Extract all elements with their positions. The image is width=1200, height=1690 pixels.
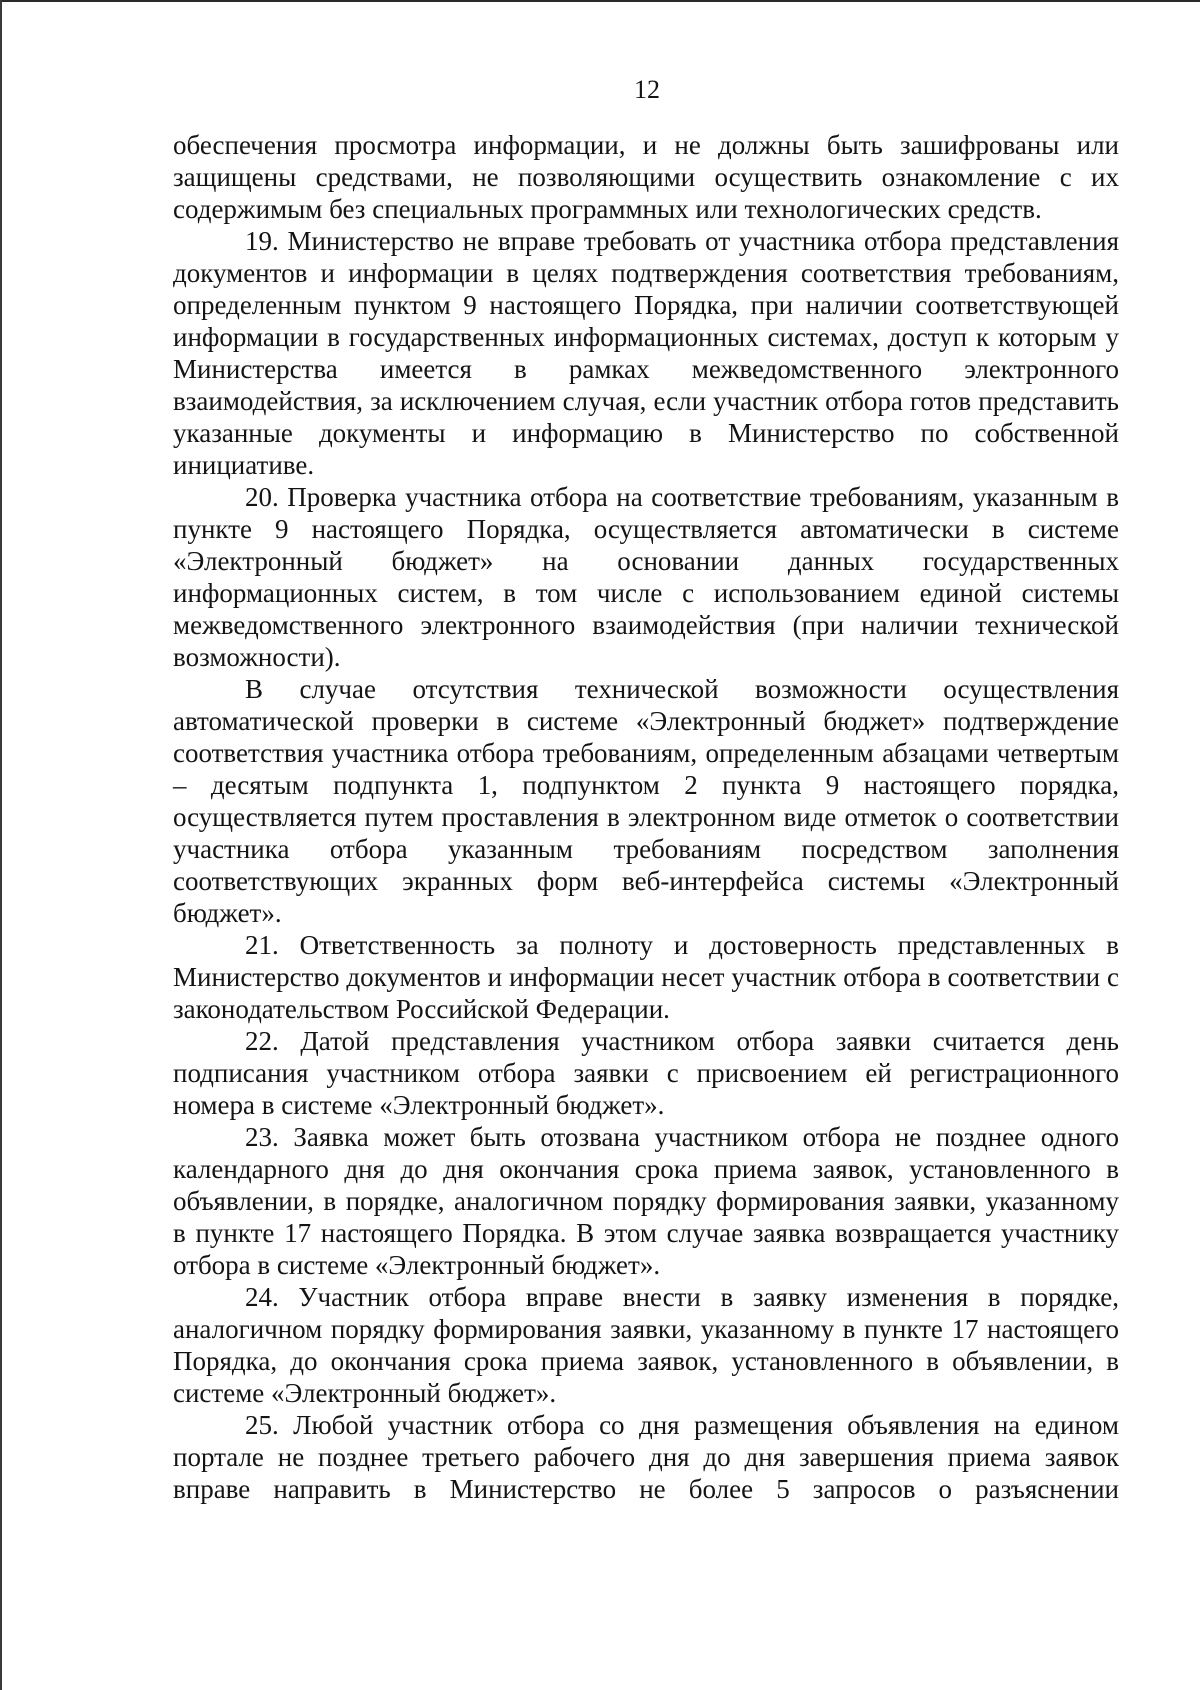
paragraph-continuation: обеспечения просмотра информации, и не должны быть зашифрованы или защищены средствами, не позволяющими осуществить ознакомление с их содержимым без специальных программных или технологических средств. [173,130,1119,224]
scan-border-top [0,0,1200,2]
paragraph-20-continuation: В случае отсутствия технической возможности осуществления автоматической проверки в системе «Электронный бюджет» подтверждение соответствия участника отбора требованиям, определенным абзацами четвертым – десятым подпункта 1, подпунктом 2 пункта 9 настоящего порядка, осуществляется путем проставления в электронном виде отметок о соответствии участника отбора указанным требованиям посредством заполнения соответствующих экранных форм веб-интерфейса системы «Электронный бюджет». [173,674,1119,928]
document-body [173,129,1119,1505]
paragraph-21: 21. Ответственность за полноту и достоверность представленных в Министерство документов и информации несет участник отбора в соответствии с законодательством Российской Федерации. [173,930,1119,1024]
paragraph-24: 24. Участник отбора вправе внести в заявку изменения в порядке, аналогичном порядку формирования заявки, указанному в пункте 17 настоящего Порядка, до окончания срока приема заявок, установленного в объявлении, в системе «Электронный бюджет». [173,1282,1119,1408]
paragraph-25: 25. Любой участник отбора со дня размещения объявления на едином портале не позднее третьего рабочего дня до дня завершения приема заявок вправе направить в Министерство не более 5 запросов о разъяснении [173,1410,1119,1504]
page-number: 12 [634,75,660,104]
paragraph-23: 23. Заявка может быть отозвана участником отбора не позднее одного календарного дня до дня окончания срока приема заявок, установленного в объявлении, в порядке, аналогичном порядку формирования заявки, указанному в пункте 17 настоящего Порядка. В этом случае заявка возвращается участнику отбора в системе «Электронный бюджет». [173,1122,1119,1280]
paragraph-19: 19. Министерство не вправе требовать от участника отбора представления документов и информации в целях подтверждения соответствия требованиям, определенным пунктом 9 настоящего Порядка, при наличии соответствующей информации в государственных информационных системах, доступ к которым у Министерства имеется в рамках межведомственного электронного взаимодействия, за исключением случая, если участник отбора готов представить указанные документы и информацию в Министерство по собственной инициативе. [173,226,1119,480]
paragraph-20: 20. Проверка участника отбора на соответствие требованиям, указанным в пункте 9 настоящего Порядка, осуществляется автоматически в системе «Электронный бюджет» на основании данных государственных информационных систем, в том числе с использованием единой системы межведомственного электронного взаимодействия (при наличии технической возможности). [173,482,1119,672]
scan-border-left [0,0,2,1690]
paragraph-22: 22. Датой представления участником отбора заявки считается день подписания участником отбора заявки с присвоением ей регистрационного номера в системе «Электронный бюджет». [173,1026,1119,1120]
